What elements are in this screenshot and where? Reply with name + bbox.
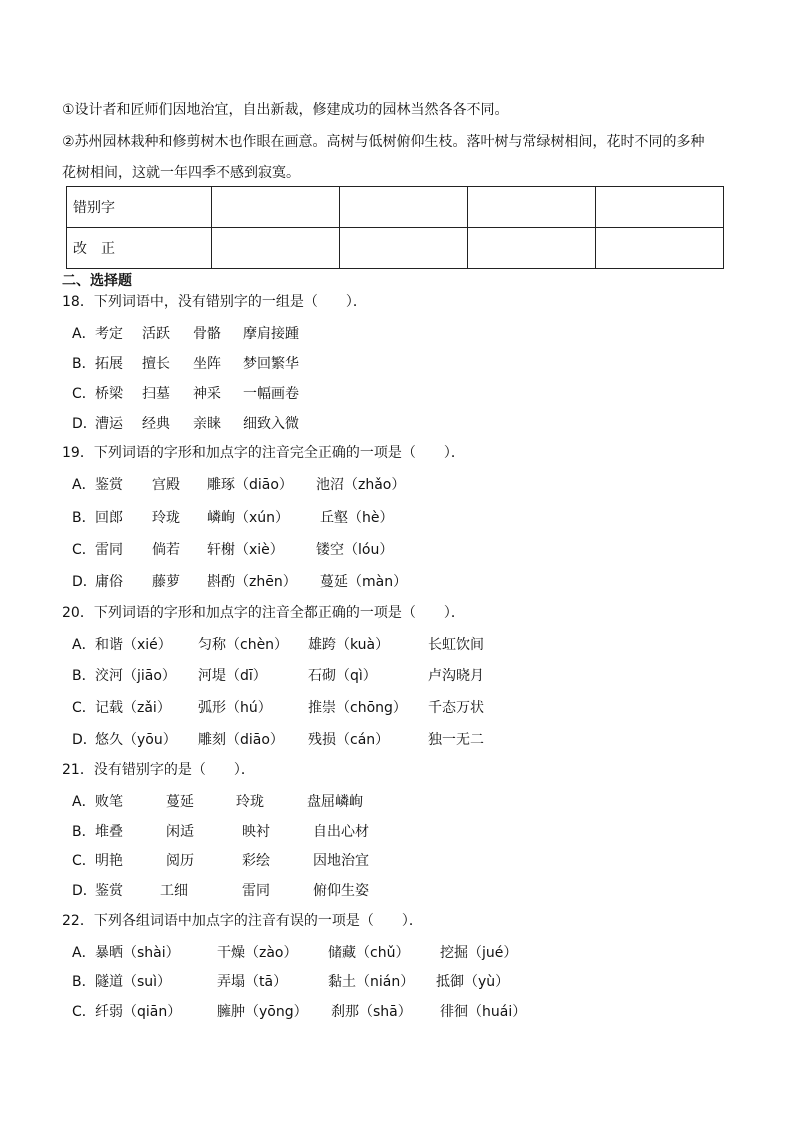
option-item: 暴晒（shài） [95,945,180,961]
option-item: 悠久（yōu） [95,732,177,748]
option-label: D． [72,732,97,748]
option-item: 匀称（chèn） [198,637,289,653]
option-item: 雷同 [242,883,270,899]
option-item: 一幅画卷 [243,386,299,402]
option-item: 闲适 [166,824,194,840]
option-item: 丘壑（hè） [320,510,394,526]
passage-line-1: ①设计者和匠师们因地治宜，自出新裁，修建成功的园林当然各各不同。 [62,102,509,118]
table-cell [468,187,596,228]
option-item: 俯仰生姿 [313,883,369,899]
option-item: 拓展 [95,356,123,372]
table-cell [596,228,724,269]
option-item: 工细 [160,883,188,899]
question-21-stem: 21．没有错别字的是（ ）． [62,762,255,778]
option-item: 雕琢（diāo） [207,477,293,493]
option-label: A． [72,326,96,342]
option-item: 纤弱（qiān） [95,1004,182,1020]
question-19-stem: 19．下列词语的字形和加点字的注音完全正确的一项是（ ）． [62,445,465,461]
option-item: 抵御（yù） [436,974,510,990]
question-20-stem: 20．下列词语的字形和加点字的注音全都正确的一项是（ ）． [62,605,465,621]
option-item: 败笔 [95,794,123,810]
option-label: C． [72,1004,96,1020]
question-18-stem: 18．下列词语中，没有错别字的一组是（ ）． [62,294,367,310]
option-item: 玲珑 [152,510,180,526]
option-item: 蔓延 [166,794,194,810]
option-item: 臃肿（yōng） [217,1004,308,1020]
option-item: 隧道（suì） [95,974,172,990]
option-item: 记载（zǎi） [95,700,171,716]
option-label: C． [72,700,96,716]
option-item: 回郎 [95,510,123,526]
option-item: 鉴赏 [95,477,123,493]
table-cell [596,187,724,228]
passage-line-2: ②苏州园林栽种和修剪树木也作眼在画意。高树与低树俯仰生枝。落叶树与常绿树相间，花时不同的多种 [62,134,705,150]
option-item: 干燥（zào） [217,945,298,961]
option-label: A． [72,794,96,810]
option-item: 轩榭（xiè） [207,542,284,558]
option-item: 挖掘（jué） [440,945,518,961]
option-item: 考定 [95,326,123,342]
table-label-correction: 改 正 [67,228,212,269]
option-label: C． [72,386,96,402]
option-item: 长虹饮间 [428,637,484,653]
option-item: 千态万状 [428,700,484,716]
option-label: B． [72,356,96,372]
option-item: 斟酌（zhēn） [207,574,297,590]
option-item: 储藏（chǔ） [328,945,410,961]
option-item: 弧形（hú） [198,700,272,716]
option-item: 活跃 [142,326,170,342]
option-item: 倘若 [152,542,180,558]
option-item: 阅历 [166,853,194,869]
passage-line-3: 花树相间，这就一年四季不感到寂寞。 [62,165,300,181]
option-label: C． [72,853,96,869]
option-item: 雷同 [95,542,123,558]
option-item: 卢沟晓月 [428,668,484,684]
option-label: D． [72,574,97,590]
correction-table [66,186,724,269]
option-item: 骨骼 [193,326,221,342]
option-label: A． [72,637,96,653]
option-item: 雕刻（diāo） [198,732,284,748]
option-label: B． [72,824,96,840]
table-cell [340,228,468,269]
table-cell [212,187,340,228]
option-item: 桥梁 [95,386,123,402]
option-item: 蔓延（màn） [320,574,408,590]
option-item: 宫殿 [152,477,180,493]
option-label: B． [72,510,96,526]
question-22-stem: 22．下列各组词语中加点字的注音有误的一项是（ ）． [62,913,423,929]
option-item: 石砌（qì） [308,668,377,684]
option-item: 经典 [142,416,170,432]
option-item: 堆叠 [95,824,123,840]
table-row [67,187,724,228]
option-item: 庸俗 [95,574,123,590]
option-item: 玲珑 [236,794,264,810]
table-cell [212,228,340,269]
option-item: 亲睐 [193,416,221,432]
option-item: 洨河（jiāo） [95,668,176,684]
option-item: 弄塌（tā） [217,974,288,990]
option-item: 池沼（zhǎo） [316,477,406,493]
option-item: 细致入微 [243,416,299,432]
option-item: 映衬 [242,824,270,840]
option-item: 坐阵 [193,356,221,372]
option-item: 扫墓 [142,386,170,402]
option-item: 推崇（chōng） [308,700,407,716]
option-label: A． [72,477,96,493]
option-label: A． [72,945,96,961]
table-cell [468,228,596,269]
option-item: 雄跨（kuà） [308,637,390,653]
table-cell [340,187,468,228]
option-item: 和谐（xié） [95,637,172,653]
option-label: B． [72,974,96,990]
table-label-wrong-chars: 错别字 [67,187,212,228]
option-item: 彩绘 [242,853,270,869]
option-item: 因地治宜 [313,853,369,869]
option-item: 盘屈嶙峋 [307,794,363,810]
table-row [67,228,724,269]
option-item: 刹那（shā） [331,1004,412,1020]
option-item: 梦回繁华 [243,356,299,372]
option-item: 摩肩接踵 [243,326,299,342]
option-item: 藤萝 [152,574,180,590]
option-item: 嶙峋（xún） [207,510,290,526]
option-item: 鉴赏 [95,883,123,899]
option-item: 残损（cán） [308,732,390,748]
option-item: 擅长 [142,356,170,372]
option-label: D． [72,883,97,899]
option-item: 独一无二 [428,732,484,748]
option-item: 徘徊（huái） [440,1004,527,1020]
option-item: 镂空（lóu） [316,542,394,558]
option-item: 神采 [193,386,221,402]
option-item: 自出心材 [313,824,369,840]
option-label: C． [72,542,96,558]
option-item: 漕运 [95,416,123,432]
option-item: 明艳 [95,853,123,869]
option-item: 黏土（nián） [328,974,415,990]
option-label: D． [72,416,97,432]
option-item: 河堤（dī） [198,668,267,684]
section-title: 二、选择题 [62,273,132,289]
option-label: B． [72,668,96,684]
